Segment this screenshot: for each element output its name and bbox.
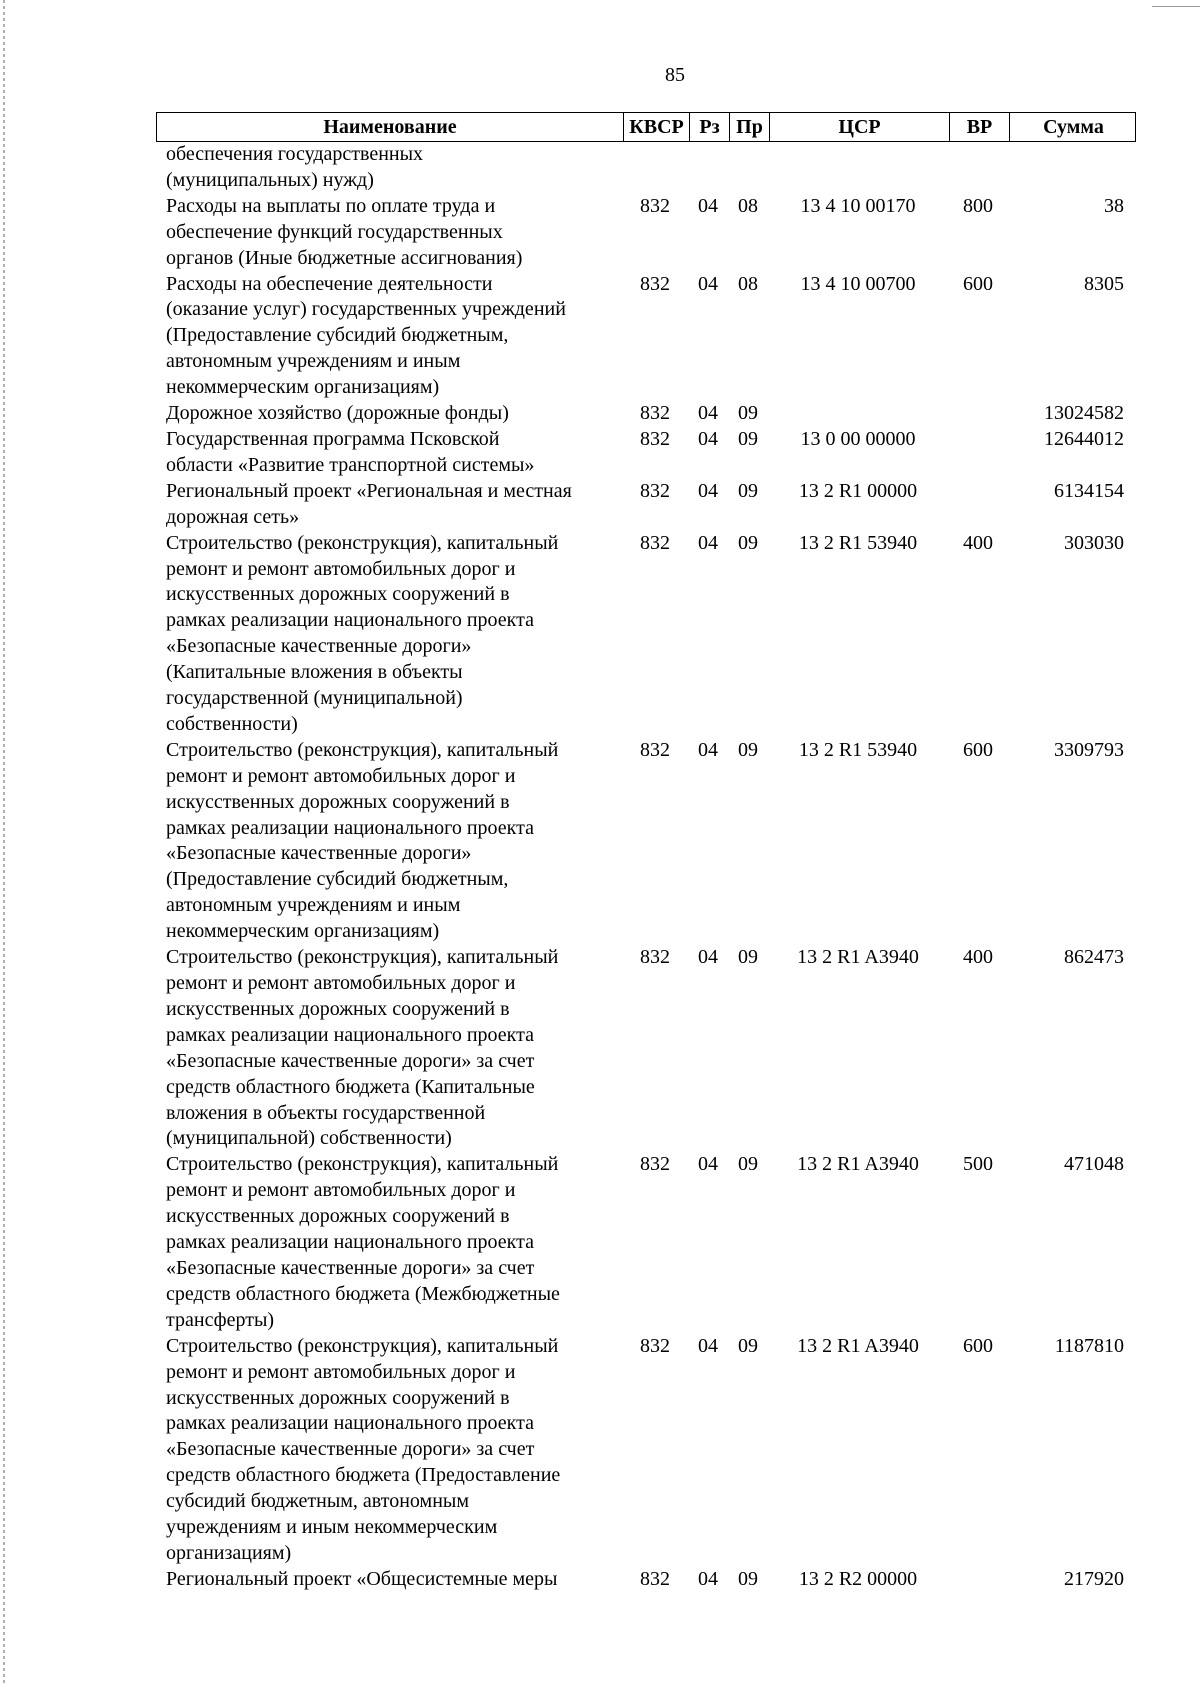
cell-sum: 6134154 — [1054, 479, 1124, 502]
cell-kvsr: 832 — [640, 402, 670, 425]
cell-vr — [948, 401, 1008, 427]
header-rz: Рз — [689, 113, 729, 141]
cell-csr: 13 2 R1 53940 — [798, 531, 918, 554]
cell-pr: 09 — [738, 1334, 758, 1357]
cell-csr: 13 4 10 00700 — [800, 272, 916, 295]
cell-kvsr: 832 — [640, 272, 670, 295]
table-row — [156, 401, 1136, 427]
cell-rz — [688, 142, 728, 194]
cell-sum: 8305 — [1084, 272, 1124, 295]
header-csr: ЦСР — [769, 113, 949, 141]
cell-rz: 04 — [698, 272, 718, 295]
budget-table — [156, 112, 1136, 1593]
cell-name: Государственная программа Псковской области «Развитие транспортной системы» — [166, 427, 535, 476]
header-vr: ВР — [949, 113, 1009, 141]
cell-pr — [728, 142, 768, 194]
cell-csr: 13 2 R1 00000 — [798, 479, 918, 502]
cell-rz: 04 — [698, 1153, 718, 1176]
table-body — [156, 142, 1136, 1593]
cell-kvsr — [622, 142, 688, 194]
cell-vr: 500 — [963, 1153, 993, 1176]
header-pr: Пр — [729, 113, 769, 141]
cell-vr: 600 — [963, 272, 993, 295]
cell-sum: 38 — [1104, 194, 1124, 217]
cell-rz: 04 — [698, 738, 718, 761]
cell-pr: 08 — [738, 272, 758, 295]
cell-name: Строительство (реконструкция), капитальный ремонт и ремонт автомобильных дорог и искусственных дорожных сооружений в рамках реализации национального проекта «Безопасные качественные дороги» (Предоставление субсидий бюджетным, автономным учреждениям и иным некоммерческим организациям) — [166, 738, 559, 943]
cell-name: Расходы на выплаты по оплате труда и обеспечение функций государственных органов (Иные бюджетные ассигнования) — [166, 194, 523, 269]
cell-sum: 303030 — [1064, 531, 1124, 554]
table-row — [156, 427, 1136, 479]
cell-pr: 09 — [738, 402, 758, 425]
page-number: 85 — [665, 64, 685, 86]
cell-name: Региональный проект «Региональная и местная дорожная сеть» — [166, 479, 572, 528]
cell-rz: 04 — [698, 1334, 718, 1357]
table-row — [156, 531, 1136, 738]
cell-sum — [1008, 142, 1136, 194]
cell-name: Региональный проект «Общесистемные меры — [166, 1567, 558, 1590]
cell-csr — [768, 142, 948, 194]
cell-vr — [948, 427, 1008, 479]
table-header — [156, 112, 1136, 142]
cell-rz: 04 — [698, 479, 718, 502]
cell-kvsr: 832 — [640, 479, 670, 502]
table-row — [156, 1567, 1136, 1593]
cell-sum: 471048 — [1064, 1153, 1124, 1176]
cell-rz: 04 — [698, 427, 718, 450]
scan-corner-mark — [1152, 0, 1200, 7]
cell-csr: 13 2 R1 A3940 — [797, 1153, 919, 1176]
cell-csr: 13 2 R1 A3940 — [797, 1334, 919, 1357]
cell-sum: 13024582 — [1044, 402, 1124, 425]
cell-sum: 217920 — [1064, 1567, 1124, 1590]
table-row — [156, 1152, 1136, 1333]
table-row — [156, 1334, 1136, 1567]
cell-sum: 862473 — [1064, 946, 1124, 969]
cell-kvsr: 832 — [640, 1334, 670, 1357]
cell-pr: 09 — [738, 738, 758, 761]
cell-vr: 400 — [963, 531, 993, 554]
cell-rz: 04 — [698, 946, 718, 969]
cell-name: обеспечения государственных (муниципальных) нужд) — [166, 143, 424, 191]
cell-csr: 13 0 00 00000 — [800, 427, 916, 450]
cell-rz: 04 — [698, 531, 718, 554]
cell-rz: 04 — [698, 1567, 718, 1590]
cell-pr: 09 — [738, 479, 758, 502]
cell-kvsr: 832 — [640, 946, 670, 969]
cell-sum: 12644012 — [1044, 427, 1124, 450]
header-name: Наименование — [323, 116, 457, 138]
header-sum: Сумма — [1009, 113, 1137, 141]
cell-name: Строительство (реконструкция), капитальный ремонт и ремонт автомобильных дорог и искусственных дорожных сооружений в рамках реализации национального проекта «Безопасные качественные дороги» (Капитальные вложения в объекты государственной (муниципальной) собственности) — [166, 531, 559, 735]
cell-sum: 1187810 — [1054, 1334, 1124, 1357]
table-row — [156, 272, 1136, 402]
cell-kvsr: 832 — [640, 194, 670, 217]
cell-pr: 09 — [738, 1567, 758, 1590]
table-row — [156, 945, 1136, 1152]
cell-kvsr: 832 — [640, 427, 670, 450]
table-row — [156, 738, 1136, 945]
cell-vr: 800 — [963, 194, 993, 217]
cell-vr: 600 — [963, 738, 993, 761]
cell-csr: 13 2 R1 53940 — [798, 738, 918, 761]
cell-name: Строительство (реконструкция), капитальный ремонт и ремонт автомобильных дорог и искусственных дорожных сооружений в рамках реализации национального проекта «Безопасные качественные дороги» за счет средств областного бюджета (Межбюджетные трансферты) — [166, 1153, 560, 1331]
cell-csr: 13 2 R2 00000 — [798, 1567, 918, 1590]
cell-csr: 13 2 R1 A3940 — [797, 946, 919, 969]
cell-kvsr: 832 — [640, 1153, 670, 1176]
cell-name: Расходы на обеспечение деятельности (оказание услуг) государственных учреждений (Предоставление субсидий бюджетным, автономным учреждениям и иным некоммерческим организациям) — [166, 272, 566, 399]
cell-pr: 09 — [738, 531, 758, 554]
cell-vr: 400 — [963, 946, 993, 969]
cell-sum: 3309793 — [1054, 738, 1124, 761]
scan-margin-line — [3, 0, 5, 1686]
cell-csr: 13 4 10 00170 — [800, 194, 916, 217]
cell-vr — [948, 1567, 1008, 1593]
cell-rz: 04 — [698, 402, 718, 425]
cell-pr: 09 — [738, 946, 758, 969]
table-row — [156, 142, 1136, 194]
cell-kvsr: 832 — [640, 531, 670, 554]
cell-rz: 04 — [698, 194, 718, 217]
cell-name: Дорожное хозяйство (дорожные фонды) — [166, 402, 509, 425]
cell-kvsr: 832 — [640, 1567, 670, 1590]
table-row — [156, 479, 1136, 531]
cell-vr: 600 — [963, 1334, 993, 1357]
cell-vr — [948, 142, 1008, 194]
cell-kvsr: 832 — [640, 738, 670, 761]
table-row — [156, 194, 1136, 272]
cell-name: Строительство (реконструкция), капитальный ремонт и ремонт автомобильных дорог и искусственных дорожных сооружений в рамках реализации национального проекта «Безопасные качественные дороги» за счет средств областного бюджета (Капитальные вложения в объекты государственной (муниципальной) собственности) — [166, 946, 559, 1150]
cell-csr — [768, 401, 948, 427]
cell-pr: 08 — [738, 194, 758, 217]
cell-pr: 09 — [738, 427, 758, 450]
cell-name: Строительство (реконструкция), капитальный ремонт и ремонт автомобильных дорог и искусственных дорожных сооружений в рамках реализации национального проекта «Безопасные качественные дороги» за счет средств областного бюджета (Предоставление субсидий бюджетным, автономным учреждениям и иным некоммерческим организациям) — [166, 1334, 561, 1564]
cell-vr — [948, 479, 1008, 531]
header-kvsr: КВСР — [623, 113, 689, 141]
cell-pr: 09 — [738, 1153, 758, 1176]
